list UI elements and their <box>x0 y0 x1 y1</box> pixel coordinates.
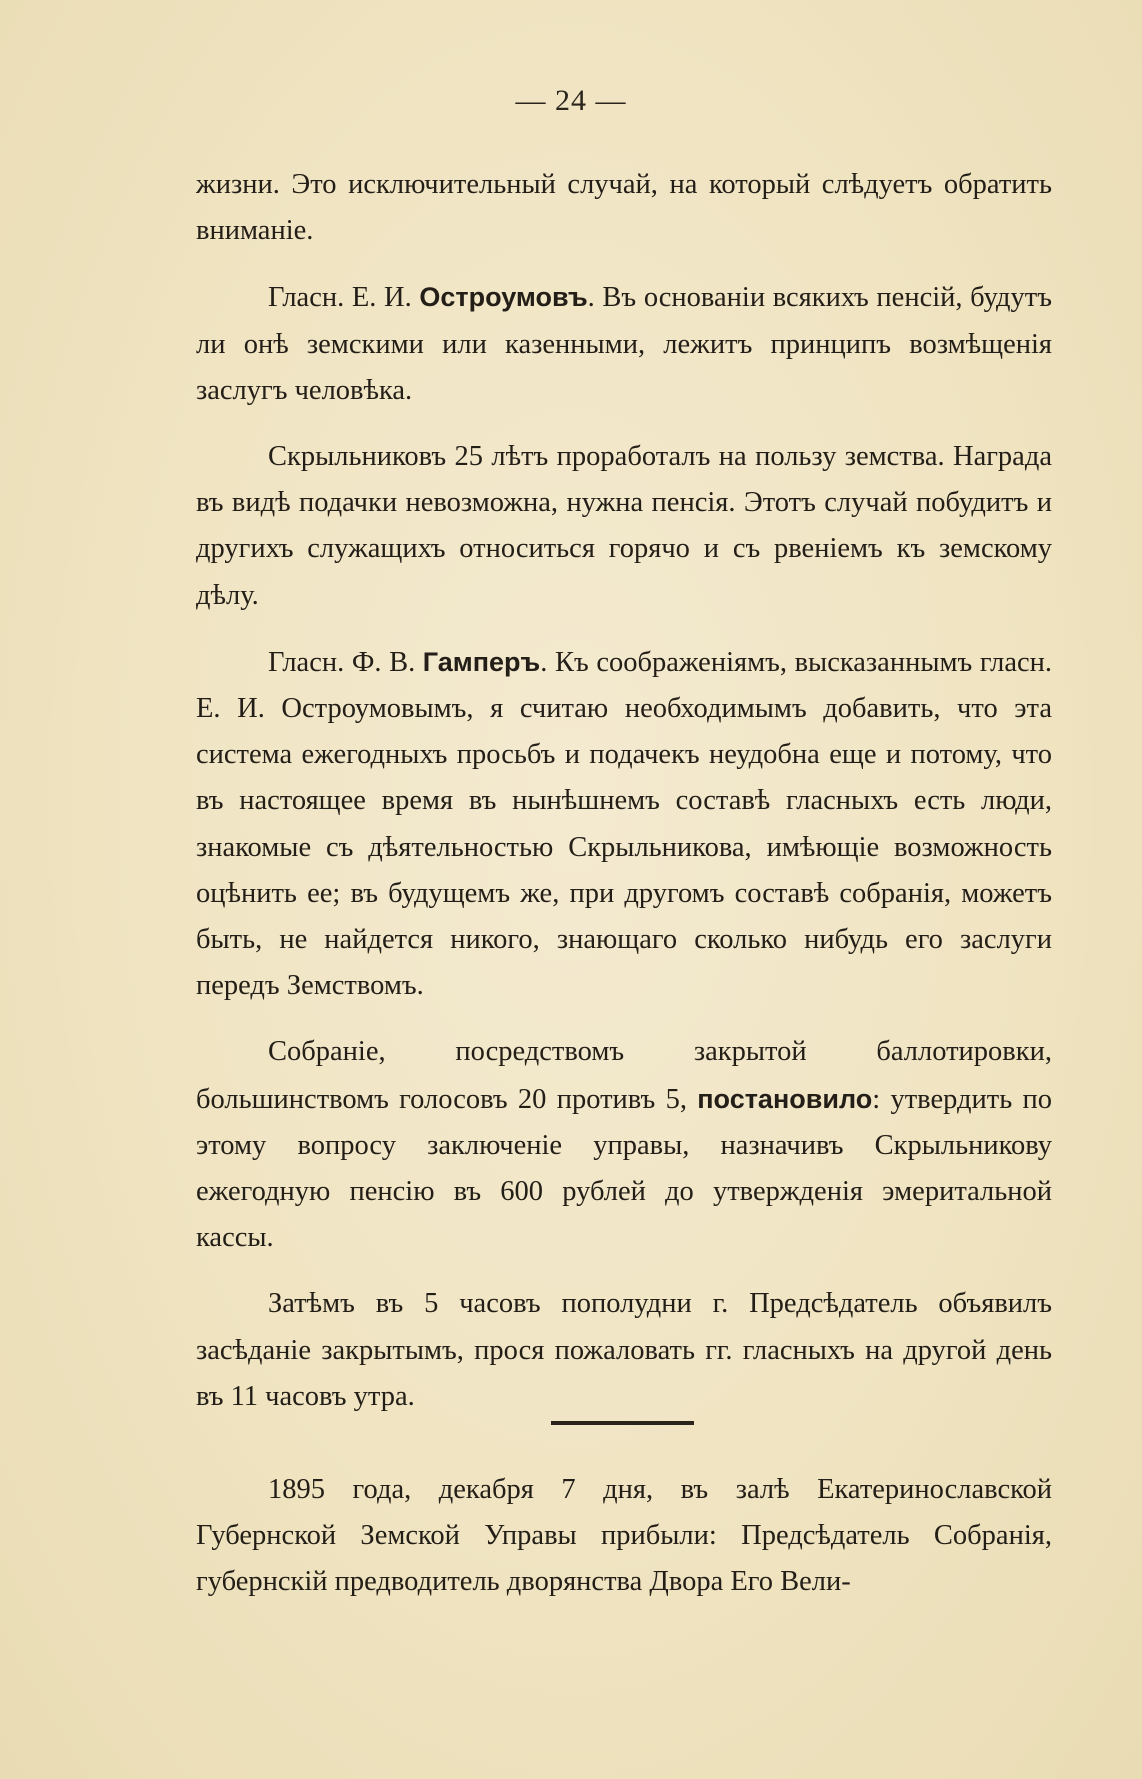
paragraph-new-session: 1895 года, декабря 7 дня, въ залѣ Екатеринославской Губернской Земской Управы прибыли: Предсѣдатель Собранія, губернскій предводитель дворянства Двора Его Вели- <box>196 1474 1052 1598</box>
paragraph-skrylnikov: Скрыльниковъ 25 лѣтъ проработалъ на пользу земства. Награда въ видѣ подачки невозможна, нужна пенсія. Этотъ случай побудитъ и другихъ служащихъ относиться горячо и съ рвеніемъ къ земскому дѣлу. <box>196 441 1052 611</box>
body-text <box>196 162 1052 1420</box>
body-text-new-session <box>196 1467 1052 1606</box>
paragraph-continuation: жизни. Это исключительный случай, на который слѣдуетъ обратить вниманіе. <box>196 169 1052 247</box>
paragraph-resolution <box>196 1029 1052 1261</box>
speaker-prefix: Гласн. Е. И. <box>268 282 420 314</box>
resolution-keyword: постановило <box>697 1083 873 1114</box>
speaker-name: Гамперъ <box>422 646 541 677</box>
resolution-prefix: Собраніе, посредствомъ закрытой баллотировки, большинствомъ голосовъ 20 противъ 5, <box>196 1036 1052 1115</box>
speaker-name: Остроумовъ <box>419 282 588 313</box>
paragraph-ostroumov <box>196 274 1052 414</box>
speaker-prefix: Гласн. Ф. В. <box>268 646 423 678</box>
speech-text: . Въ основаніи всякихъ пенсій, будутъ ли онѣ земскими или казенными, лежитъ принципъ возмѣщенія заслугъ человѣка. <box>196 282 1052 406</box>
speech-text: . Къ соображеніямъ, высказаннымъ гласн. Е. И. Остроумовымъ, я считаю необходимымъ добавить, что эта система ежегодныхъ просьбъ и подачекъ неудобна еще и потому, что въ настоящее время въ нынѣшнемъ составѣ гласныхъ есть люди, знакомые съ дѣятельностью Скрыльникова, имѣющіе возможность оцѣнить ее; въ будущемъ же, при другомъ составѣ собранія, можетъ быть, не найдется никого, знающаго сколько нибудь его заслуги передъ Земствомъ. <box>196 646 1052 1002</box>
section-divider <box>551 1421 694 1425</box>
paragraph-gamper <box>196 639 1052 1010</box>
page-number: — 24 — <box>515 84 627 117</box>
paragraph-closing: Затѣмъ въ 5 часовъ пополудни г. Предсѣдатель объявилъ засѣданіе закрытымъ, прося пожаловать гг. гласныхъ на другой день въ 11 часовъ утра. <box>196 1288 1052 1412</box>
resolution-text: : утвердить по этому вопросу заключеніе управы, назначивъ Скрыльникову ежегодную пенсію въ 600 рублей до утвержденія эмеритальной кассы. <box>196 1083 1052 1254</box>
